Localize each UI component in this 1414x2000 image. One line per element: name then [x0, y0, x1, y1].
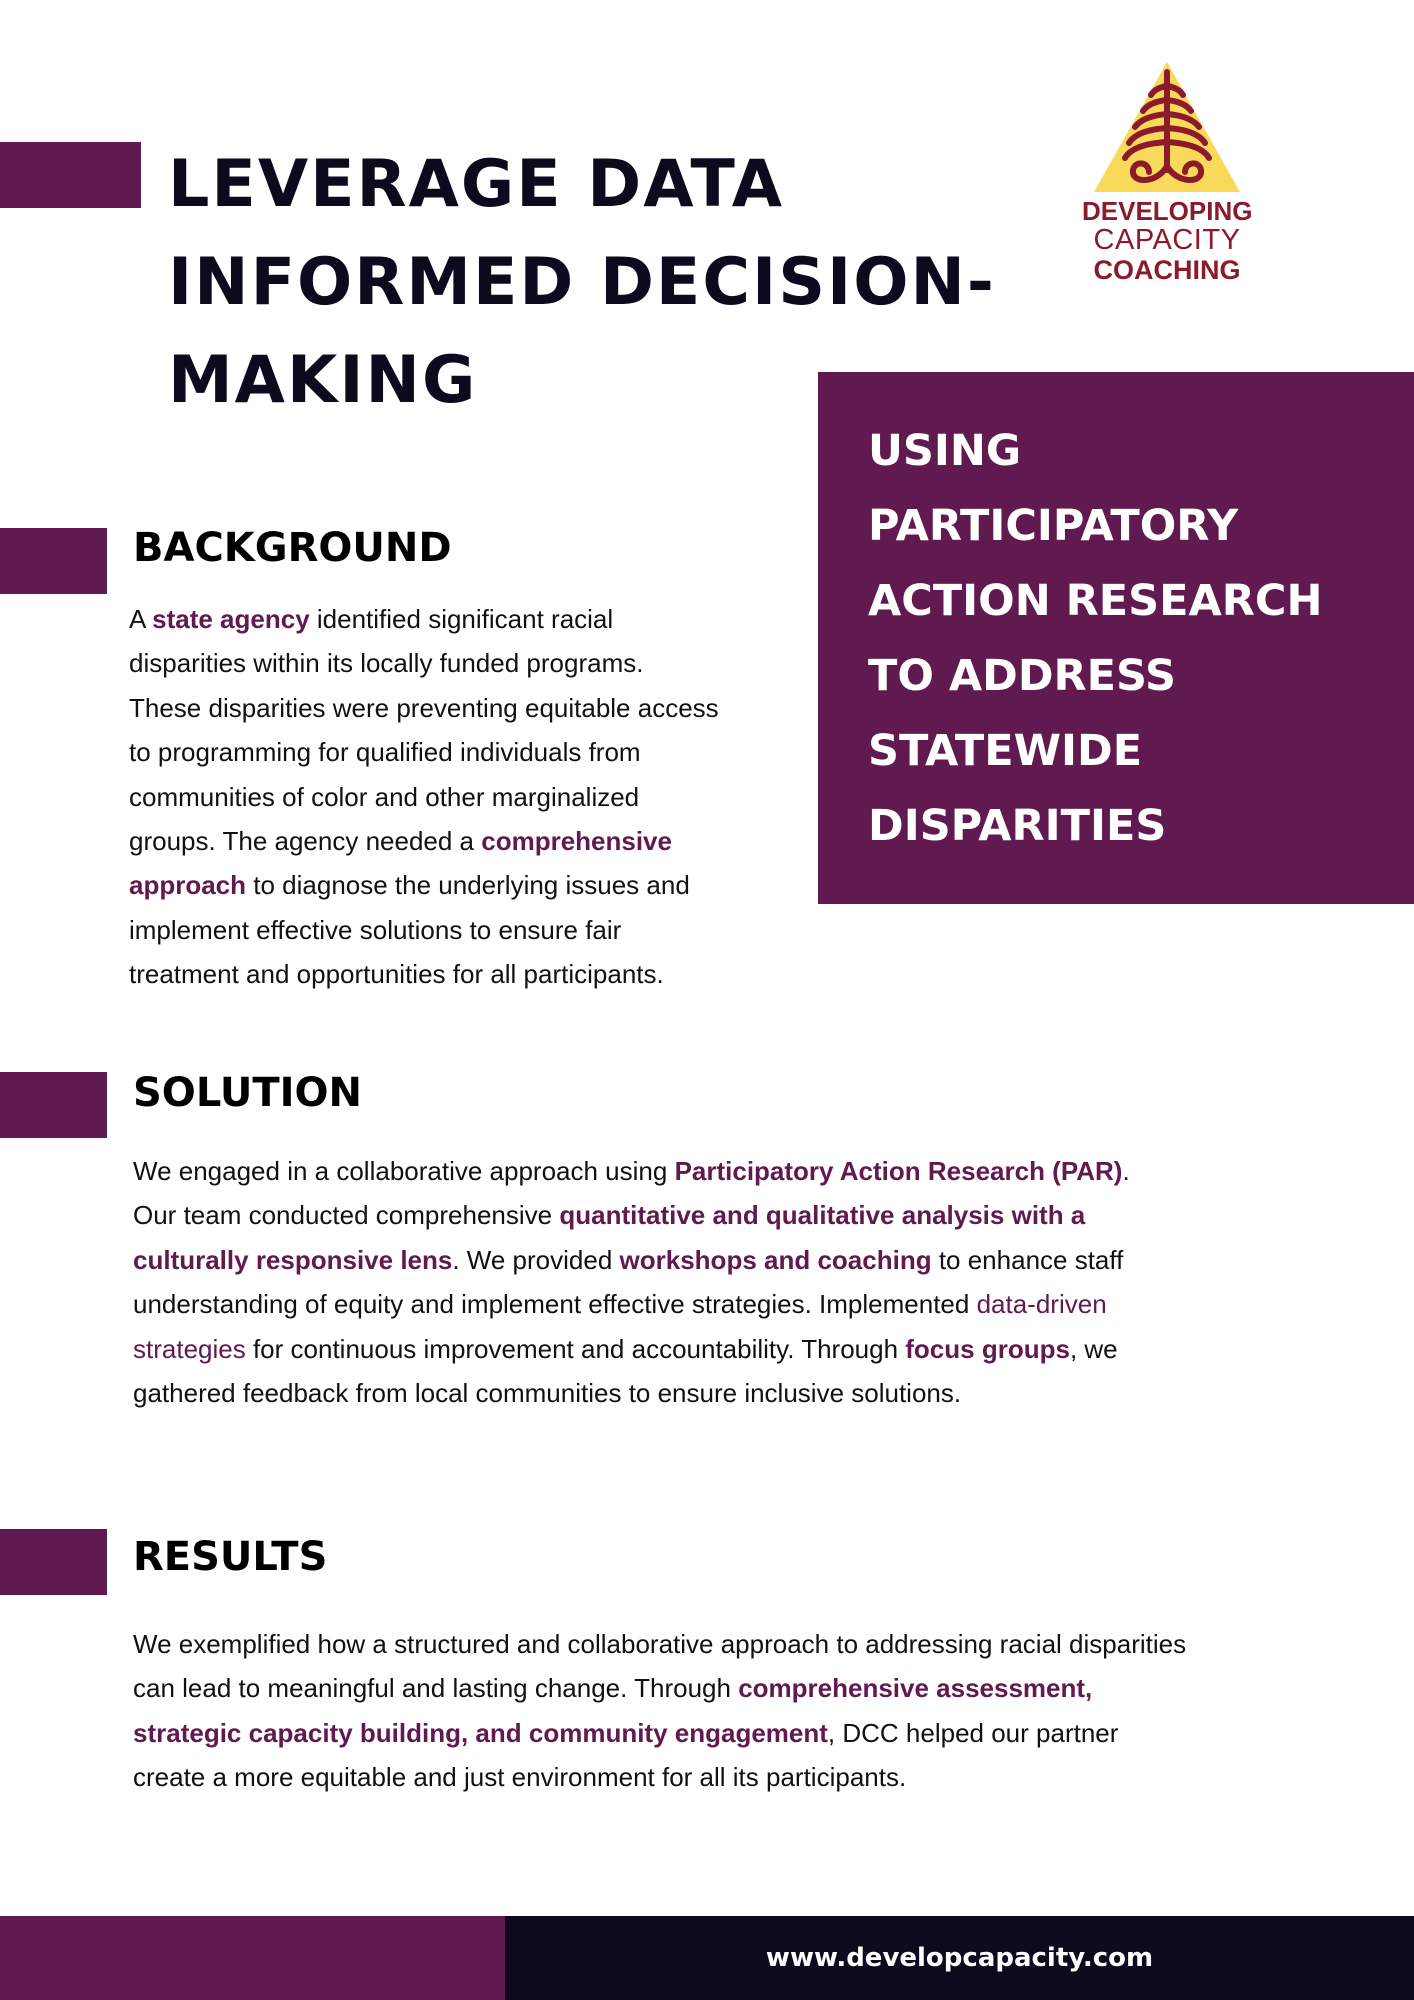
page-title-line: MAKING [168, 343, 478, 418]
paragraph-line [133, 1666, 1186, 1710]
paragraph-line [129, 641, 719, 685]
body-text-segment: A [129, 604, 153, 634]
highlighted-text: strategies [133, 1333, 246, 1364]
callout-line: DISPARITIES [868, 801, 1167, 851]
body-text-segment: understanding of equity and implement effective strategies. Implemented [133, 1289, 977, 1320]
paragraph-line [129, 597, 719, 641]
body-text-segment: can lead to meaningful and lasting change. Through [133, 1673, 739, 1704]
developing-capacity-coaching-logo [1082, 58, 1252, 290]
highlighted-text: approach [129, 870, 247, 901]
highlighted-text: quantitative and qualitative analysis with a [559, 1200, 1086, 1231]
body-text-segment: , DCC helped our partner [827, 1717, 1119, 1748]
body-text-segment: . [1122, 1156, 1130, 1186]
paragraph-line [129, 686, 719, 730]
callout-line: STATEWIDE [868, 726, 1143, 776]
paragraph-line [133, 1755, 1186, 1799]
callout-line: PARTICIPATORY [868, 501, 1239, 551]
results-paragraph [133, 1622, 1186, 1800]
title-accent-bar [0, 142, 141, 208]
highlighted-text: Participatory Action Research (PAR) [674, 1156, 1123, 1186]
paragraph-line [129, 863, 719, 907]
body-text-segment: We engaged in a collaborative approach using [133, 1156, 675, 1186]
body-text-segment: . We provided [452, 1244, 620, 1275]
paragraph-line [133, 1711, 1186, 1755]
website-link[interactable]: www.developcapacity.com [765, 1943, 1154, 1973]
paragraph-line [129, 730, 719, 774]
body-text-segment: disparities within its locally funded programs. [129, 648, 644, 679]
highlighted-text: state agency [152, 604, 310, 634]
paragraph-line [129, 908, 719, 952]
body-text-segment: These disparities were preventing equitable access [129, 692, 719, 723]
logo-text-developing: DEVELOPING [1082, 196, 1253, 226]
paragraph-line [129, 775, 719, 819]
paragraph-line [129, 952, 719, 996]
body-text-segment: treatment and opportunities for all participants. [129, 959, 664, 990]
background-heading: BACKGROUND [133, 525, 452, 571]
body-text-segment: communities of color and other marginalized [129, 781, 640, 812]
background-paragraph [129, 597, 719, 997]
logo-text-coaching: COACHING [1093, 255, 1241, 285]
paragraph-line [133, 1282, 1130, 1326]
page-title-line: LEVERAGE DATA [168, 147, 785, 222]
highlighted-text: workshops and coaching [619, 1244, 932, 1275]
body-text-segment: gathered feedback from local communities to ensure inclusive solutions. [133, 1378, 962, 1409]
solution-accent-bar [0, 1072, 107, 1138]
paragraph-line [133, 1149, 1130, 1193]
highlighted-text: culturally responsive lens [133, 1244, 453, 1275]
body-text-segment: We exemplified how a structured and collaborative approach to addressing racial disparities [133, 1629, 1187, 1659]
body-text-segment: to diagnose the underlying issues and [246, 870, 690, 901]
body-text-segment: create a more equitable and just environment for all its participants. [133, 1762, 907, 1793]
solution-heading: SOLUTION [133, 1070, 363, 1116]
solution-paragraph [133, 1149, 1130, 1415]
highlighted-text: comprehensive [481, 826, 672, 857]
highlighted-text: comprehensive assessment, [738, 1673, 1093, 1704]
paragraph-line [129, 819, 719, 863]
background-accent-bar [0, 528, 107, 594]
body-text-segment: implement effective solutions to ensure fair [129, 914, 622, 945]
body-text-segment: Our team conducted comprehensive [133, 1200, 560, 1231]
body-text-segment: to enhance staff [931, 1244, 1124, 1275]
highlighted-text: data-driven [976, 1289, 1107, 1320]
callout-line: TO ADDRESS [868, 651, 1177, 701]
page-title-line: INFORMED DECISION- [168, 245, 996, 320]
results-accent-bar [0, 1529, 107, 1595]
body-text-segment: identified significant racial [309, 604, 614, 634]
paragraph-line [133, 1327, 1130, 1371]
tree-triangle-icon [1082, 58, 1252, 198]
body-text-segment: groups. The agency needed a [129, 826, 482, 857]
highlighted-text: strategic capacity building, and community engagement [133, 1717, 828, 1748]
subtitle-callout-box [818, 372, 1414, 904]
body-text-segment: for continuous improvement and accountability. Through [245, 1333, 906, 1364]
results-heading: RESULTS [133, 1534, 328, 1580]
paragraph-line [133, 1622, 1186, 1666]
paragraph-line [133, 1238, 1130, 1282]
logo-text-capacity: CAPACITY [1093, 224, 1241, 256]
body-text-segment: to programming for qualified individuals from [129, 737, 641, 768]
highlighted-text: focus groups [905, 1333, 1070, 1364]
paragraph-line [133, 1371, 1130, 1415]
body-text-segment: , we [1069, 1333, 1118, 1364]
paragraph-line [133, 1193, 1130, 1237]
callout-line: USING [868, 426, 1022, 476]
callout-line: ACTION RESEARCH [868, 576, 1323, 626]
footer-left-panel [0, 1916, 505, 2000]
